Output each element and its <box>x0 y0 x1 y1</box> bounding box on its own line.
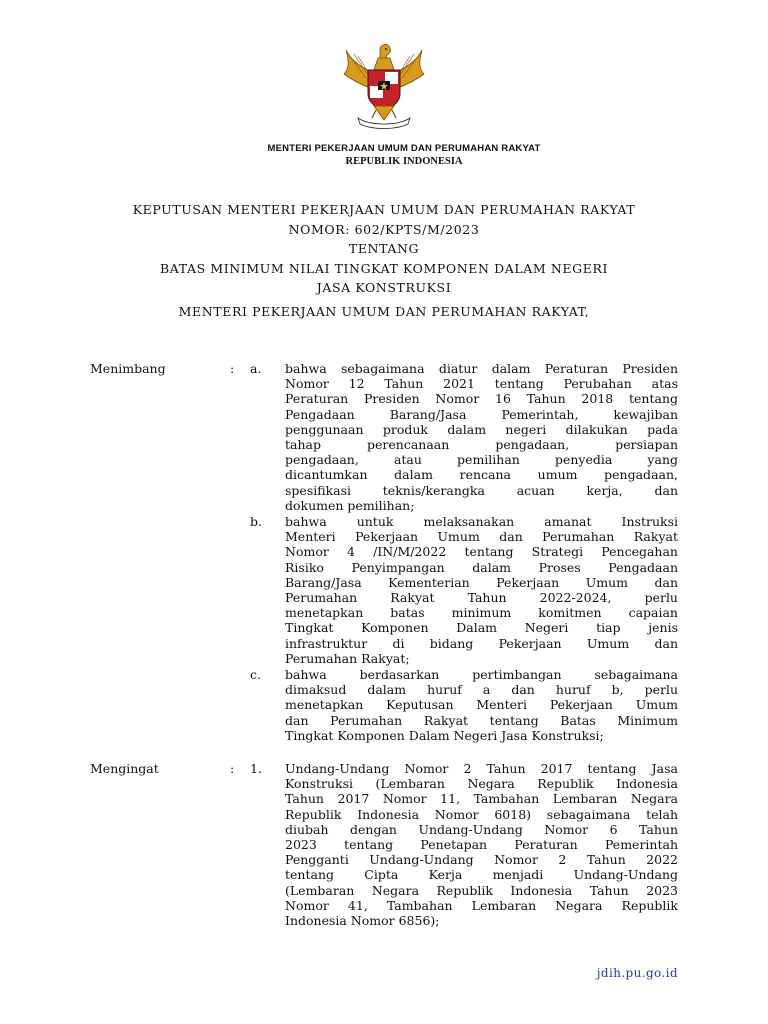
text-line: Undang-Undang Nomor 2 Tahun 2017 tentang Jasa <box>285 761 678 776</box>
text-line: Pengganti Undang-Undang Nomor 2 Tahun 2022 <box>285 852 678 868</box>
section-label: Mengingat <box>90 761 159 776</box>
text-line: 2023 tentang Penetapan Peraturan Pemerintah <box>285 837 678 853</box>
text-line: dokumen pemilihan; <box>285 497 415 513</box>
text-line: Tingkat Komponen Dalam Negeri tiap jenis <box>285 620 678 636</box>
text-line: Nomor 4 /IN/M/2022 tentang Strategi Pencegahan <box>285 544 678 560</box>
text-line: spesifikasi teknis/kerangka acuan kerja, dan <box>285 482 678 498</box>
section-colon: : <box>230 761 235 776</box>
garuda-emblem-icon <box>340 40 428 132</box>
item-marker: a. <box>250 361 262 376</box>
item-marker: b. <box>250 514 262 529</box>
text-line: Menteri Pekerjaan Umum dan Perumahan Rakyat <box>285 529 678 545</box>
text-line: Nomor 12 Tahun 2021 tentang Perubahan atas <box>285 376 678 392</box>
text-line: infrastruktur di bidang Pekerjaan Umum dan <box>285 635 678 651</box>
section-label: Menimbang <box>90 361 166 376</box>
text-line: Perumahan Rakyat Tahun 2022-2024, perlu <box>285 590 678 606</box>
text-line: Nomor 41, Tambahan Lembaran Negara Republik <box>285 897 678 913</box>
text-line: Republik Indonesia Nomor 6018) sebagaimana telah <box>285 806 678 822</box>
text-line: menetapkan Keputusan Menteri Pekerjaan Umum <box>285 697 678 713</box>
institution-country: REPUBLIK INDONESIA <box>345 156 463 167</box>
text-line: Indonesia Nomor 6856); <box>285 913 440 929</box>
decree-title-line: KEPUTUSAN MENTERI PEKERJAAN UMUM DAN PERUMAHAN RAKYAT <box>132 202 636 217</box>
decree-subject-line2: JASA KONSTRUKSI <box>316 280 452 295</box>
text-line: tahap perencanaan pengadaan, persiapan <box>285 437 678 453</box>
text-line: bahwa berdasarkan pertimbangan sebagaimana <box>285 667 678 682</box>
text-line: diubah dengan Undang-Undang Nomor 6 Tahun <box>285 821 678 837</box>
item-marker: c. <box>250 667 261 682</box>
text-line: menetapkan batas minimum komitmen capaian <box>285 605 678 621</box>
decree-number: NOMOR: 602/KPTS/M/2023 <box>288 221 480 237</box>
text-line: Tingkat Komponen Dalam Negeri Jasa Konstruksi; <box>285 727 604 743</box>
decree-tentang: TENTANG <box>348 241 420 256</box>
item-text <box>285 667 678 743</box>
text-line: Pengadaan Barang/Jasa Pemerintah, kewajiban <box>285 406 678 422</box>
text-line: bahwa sebagaimana diatur dalam Peraturan Presiden <box>285 361 678 376</box>
institution-name: MENTERI PEKERJAAN UMUM DAN PERUMAHAN RAKYAT <box>267 143 541 154</box>
text-line: Barang/Jasa Kementerian Pekerjaan Umum dan <box>285 574 678 590</box>
text-line: dimaksud dalam huruf a dan huruf b, perlu <box>285 682 678 698</box>
minister-heading: MENTERI PEKERJAAN UMUM DAN PERUMAHAN RAKYAT, <box>178 304 590 319</box>
text-line: penggunaan produk dalam negeri dilakukan pada <box>285 421 678 437</box>
text-line: Konstruksi (Lembaran Negara Republik Indonesia <box>285 776 678 792</box>
item-text <box>285 514 678 666</box>
text-line: tentang Cipta Kerja menjadi Undang-Undang <box>285 867 678 883</box>
text-line: dan Perumahan Rakyat tentang Batas Minimum <box>285 712 678 728</box>
footer-site-link[interactable]: jdih.pu.go.id <box>596 966 678 980</box>
item-marker: 1. <box>250 761 262 776</box>
text-line: dicantumkan dalam rencana umum pengadaan, <box>285 467 678 483</box>
item-text <box>285 361 678 513</box>
text-line: (Lembaran Negara Republik Indonesia Tahun 2023 <box>285 882 678 898</box>
section-colon: : <box>230 361 235 376</box>
text-line: pengadaan, atau pemilihan penyedia yang <box>285 452 678 468</box>
text-line: Perumahan Rakyat; <box>285 650 410 666</box>
text-line: Risiko Penyimpangan dalam Proses Pengadaan <box>285 559 678 575</box>
text-line: bahwa untuk melaksanakan amanat Instruksi <box>285 514 678 529</box>
text-line: Tahun 2017 Nomor 11, Tambahan Lembaran Negara <box>285 791 678 807</box>
decree-title <box>0 200 768 298</box>
text-line: Peraturan Presiden Nomor 16 Tahun 2018 tentang <box>285 391 678 407</box>
decree-subject-line1: BATAS MINIMUM NILAI TINGKAT KOMPONEN DALAM NEGERI <box>159 260 608 276</box>
item-text <box>285 761 678 928</box>
